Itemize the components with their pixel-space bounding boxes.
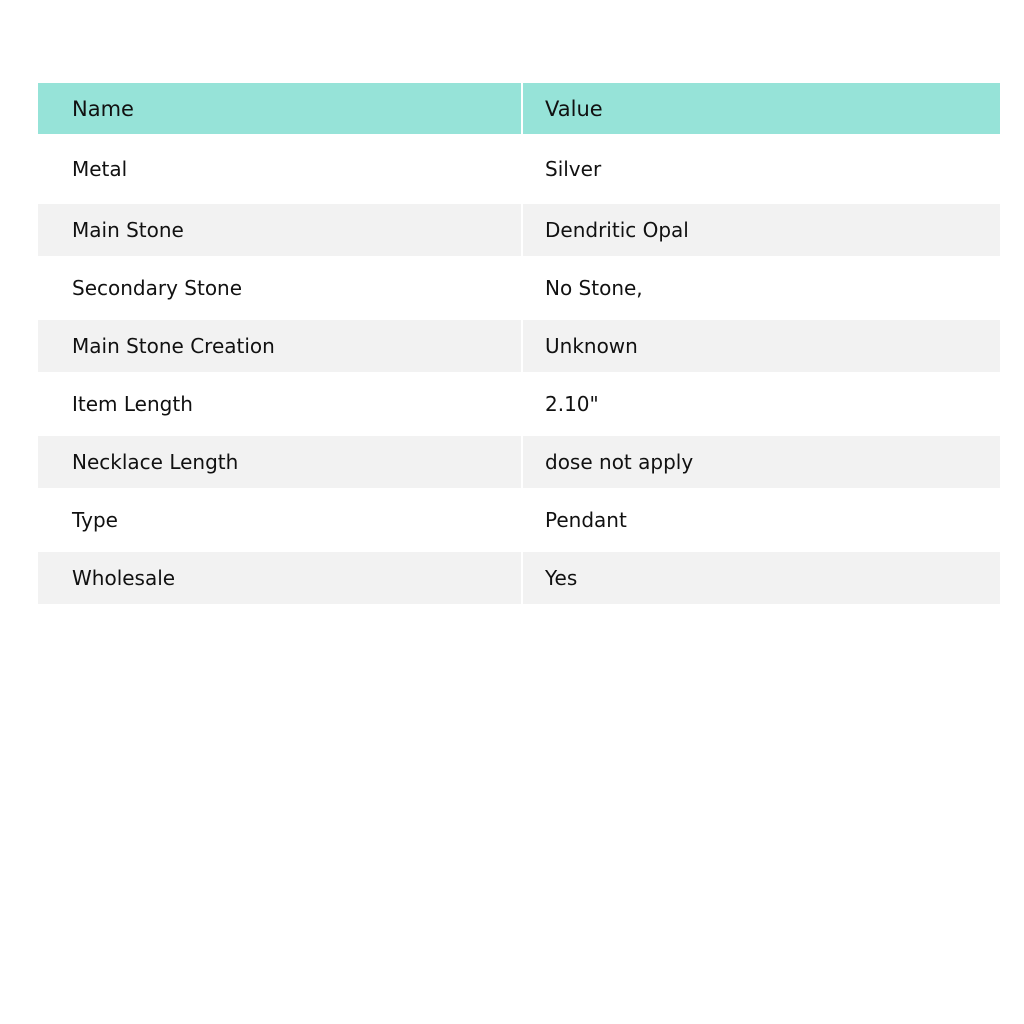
cell-name: Secondary Stone bbox=[38, 262, 523, 314]
table-row bbox=[38, 256, 1000, 314]
cell-value: Yes bbox=[545, 566, 578, 590]
cell-name: Main Stone Creation bbox=[38, 320, 523, 372]
cell-value: 2.10" bbox=[545, 392, 599, 416]
cell-name: Item Length bbox=[38, 378, 523, 430]
spec-table bbox=[38, 83, 1000, 604]
table-header bbox=[38, 83, 1000, 134]
cell-value: Silver bbox=[545, 157, 602, 181]
header-name: Name bbox=[38, 83, 523, 134]
table-row bbox=[38, 372, 1000, 430]
table-row bbox=[38, 198, 1000, 256]
table-row bbox=[38, 430, 1000, 488]
cell-value: No Stone, bbox=[545, 276, 643, 300]
cell-name: Main Stone bbox=[38, 204, 523, 256]
table-row bbox=[38, 546, 1000, 604]
cell-value: Unknown bbox=[545, 334, 638, 358]
cell-value: Dendritic Opal bbox=[545, 218, 689, 242]
cell-value: Pendant bbox=[545, 508, 627, 532]
cell-name: Metal bbox=[38, 140, 523, 198]
table-row bbox=[38, 488, 1000, 546]
header-value: Value bbox=[545, 96, 603, 121]
cell-name: Type bbox=[38, 494, 523, 546]
table-row bbox=[38, 134, 1000, 198]
cell-name: Wholesale bbox=[38, 552, 523, 604]
table-row bbox=[38, 314, 1000, 372]
cell-name: Necklace Length bbox=[38, 436, 523, 488]
cell-value: dose not apply bbox=[545, 450, 694, 474]
